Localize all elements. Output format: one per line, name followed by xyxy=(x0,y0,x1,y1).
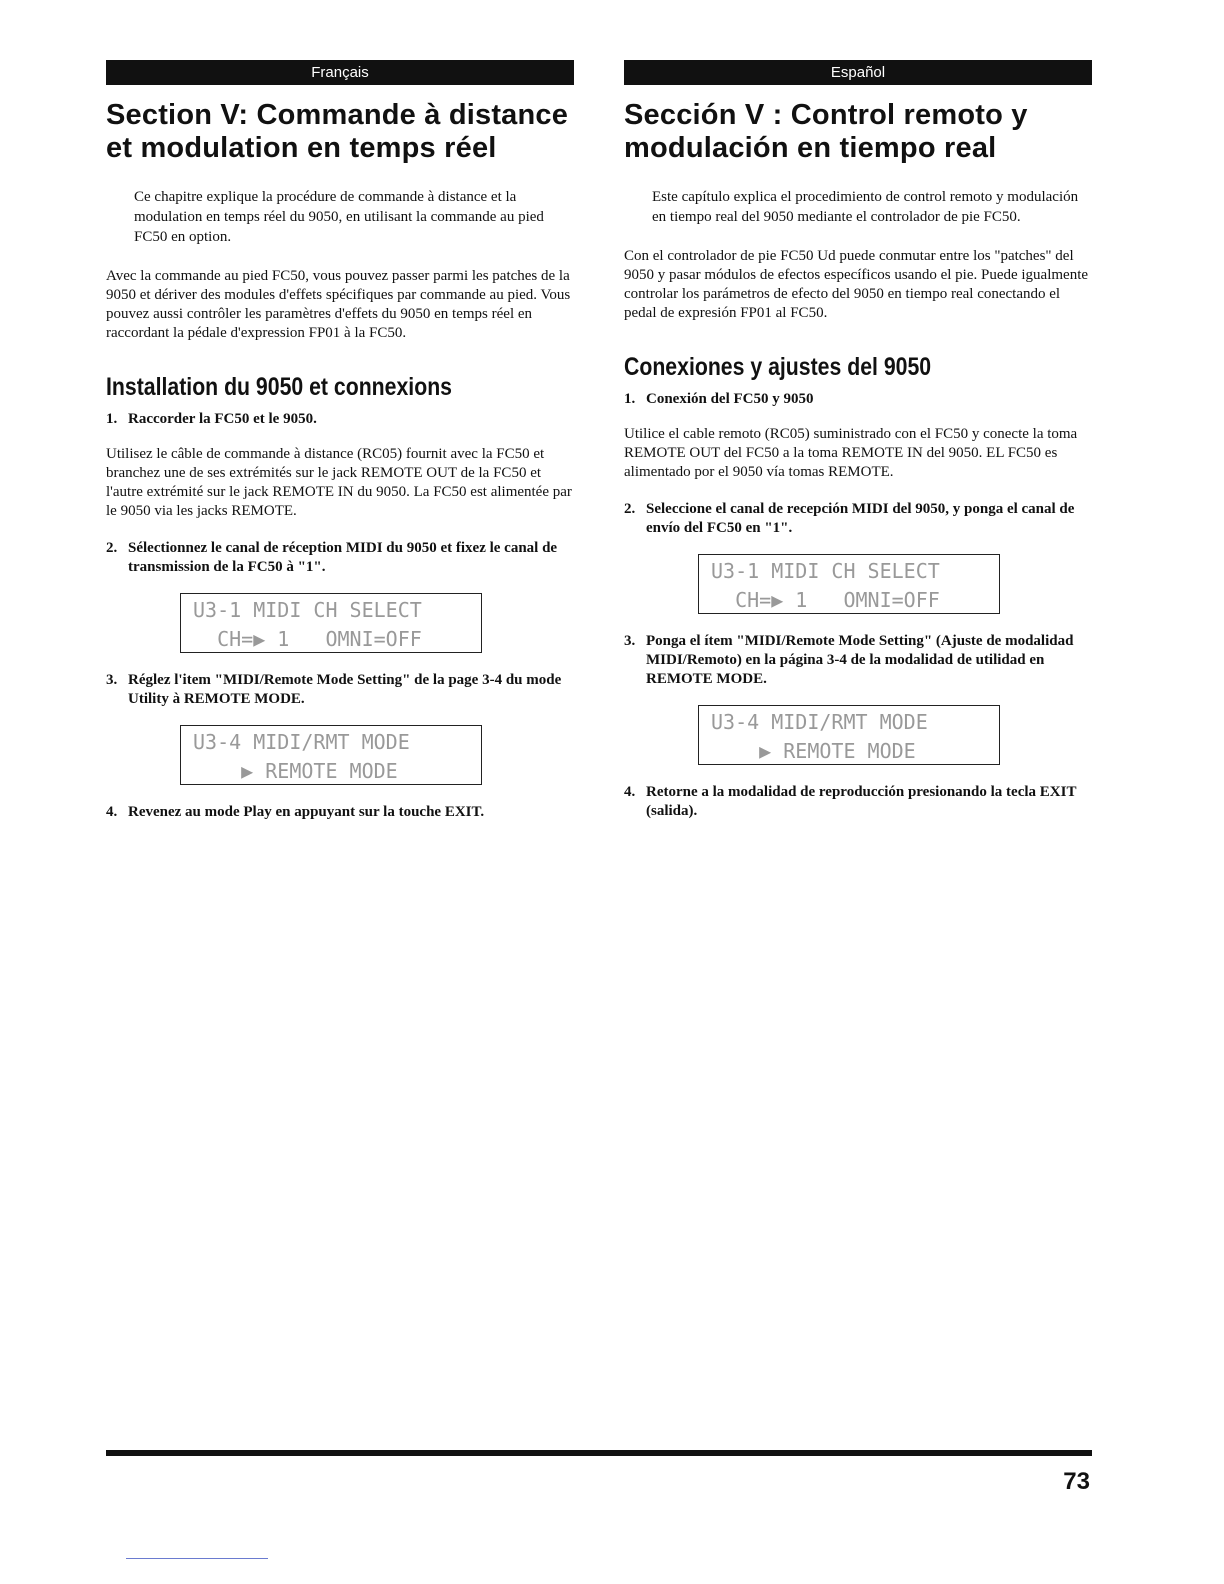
lcd-line: ▶ REMOTE MODE xyxy=(711,739,916,763)
lcd-line: CH=▶ 1 OMNI=OFF xyxy=(193,627,422,651)
lcd-display-midi-ch xyxy=(180,593,482,653)
lcd-line: U3-1 MIDI CH SELECT xyxy=(711,559,940,583)
section-title: Section V: Commande à distance et modulation en temps réel xyxy=(106,99,569,164)
language-banner: Français xyxy=(106,60,574,85)
step-2 xyxy=(624,500,1092,538)
step-number: 1. xyxy=(624,391,636,407)
language-banner: Español xyxy=(624,60,1092,85)
lcd-line: ▶ REMOTE MODE xyxy=(193,759,398,783)
step-3 xyxy=(106,671,574,709)
step-number: 4. xyxy=(106,804,118,820)
step-number: 2. xyxy=(624,501,636,517)
step-number: 1. xyxy=(106,411,118,427)
lcd-line: U3-4 MIDI/RMT MODE xyxy=(193,730,410,754)
footer-rule xyxy=(106,1450,1092,1456)
body-paragraph: Con el controlador de pie FC50 Ud puede conmutar entre los "patches" del 9050 y pasar módulos de efectos específicos usando el pie. Puede igualmente controlar los parámetros de efecto del 9050 en tiempo real conectando el pedal de expresión FP01 al FC50. xyxy=(624,248,1089,321)
step-text: Raccorder la FC50 et le 9050. xyxy=(128,411,317,427)
step-1-paragraph: Utilisez le câble de commande à distance (RC05) fournit avec la FC50 et branchez une de ses extrémités sur le jack REMOTE OUT de la FC50 et l'autre extrémité sur le jack REMOTE IN du 9050. La FC50 est alimentée par le 9050 via les jacks REMOTE. xyxy=(106,446,572,519)
step-text: Revenez au mode Play en appuyant sur la touche EXIT. xyxy=(128,804,485,820)
step-4 xyxy=(624,783,1092,821)
step-text: Ponga el ítem "MIDI/Remote Mode Setting" (Ajuste de modalidad MIDI/Remoto) en la página 3-4 de la modalidad de utilidad en REMOTE MODE. xyxy=(646,633,1074,687)
intro-text: Ce chapitre explique la procédure de commande à distance et la modulation en temps réel du 9050, en utilisant la commande au pied FC50 en option. xyxy=(134,189,544,245)
step-1 xyxy=(106,410,574,429)
lcd-display-midi-ch xyxy=(698,554,1000,614)
body-paragraph: Avec la commande au pied FC50, vous pouvez passer parmi les patches de la 9050 et dériver des modules d'effets spécifiques par commande au pied. Vous pouvez aussi contrôler les paramètres d'effets du 9050 en temps réel en raccordant la pédale d'expression FP01 à la FC50. xyxy=(106,268,571,341)
step-text: Sélectionnez le canal de réception MIDI du 9050 et fixez le canal de transmission de la FC50 à "1". xyxy=(128,540,558,575)
lcd-display-remote-mode xyxy=(698,705,1000,765)
subsection-heading: Installation du 9050 et connexions xyxy=(106,373,452,401)
section-title: Sección V : Control remoto y modulación en tiempo real xyxy=(624,99,1028,164)
subsection-heading: Conexiones y ajustes del 9050 xyxy=(624,353,932,381)
lcd-line: U3-1 MIDI CH SELECT xyxy=(193,598,422,622)
step-3 xyxy=(624,632,1092,689)
lcd-line: U3-4 MIDI/RMT MODE xyxy=(711,710,928,734)
page-number: 73 xyxy=(1063,1468,1090,1495)
step-number: 2. xyxy=(106,540,118,556)
step-2 xyxy=(106,539,574,577)
spanish-column xyxy=(624,60,1092,837)
lcd-display-remote-mode xyxy=(180,725,482,785)
step-text: Retorne a la modalidad de reproducción presionando la tecla EXIT (salida). xyxy=(646,784,1077,819)
step-4 xyxy=(106,803,574,822)
step-number: 4. xyxy=(624,784,636,800)
step-text: Conexión del FC50 y 9050 xyxy=(646,391,814,407)
step-number: 3. xyxy=(624,633,636,649)
intro-text: Este capítulo explica el procedimiento de control remoto y modulación en tiempo real del 9050 mediante el controlador de pie FC50. xyxy=(652,189,1079,225)
step-1 xyxy=(624,390,1092,409)
step-text: Seleccione el canal de recepción MIDI del 9050, y ponga el canal de envío del FC50 en "1". xyxy=(646,501,1075,536)
step-text: Réglez l'item "MIDI/Remote Mode Setting" de la page 3-4 du mode Utility à REMOTE MODE. xyxy=(128,672,562,707)
bottom-divider xyxy=(126,1558,268,1559)
lcd-line: CH=▶ 1 OMNI=OFF xyxy=(711,588,940,612)
step-number: 3. xyxy=(106,672,118,688)
french-column xyxy=(106,60,574,838)
step-1-paragraph: Utilice el cable remoto (RC05) suministrado con el FC50 y conecte la toma REMOTE OUT del FC50 a la toma REMOTE IN del 9050. EL FC50 es alimentado por el 9050 vía tomas REMOTE. xyxy=(624,426,1078,480)
